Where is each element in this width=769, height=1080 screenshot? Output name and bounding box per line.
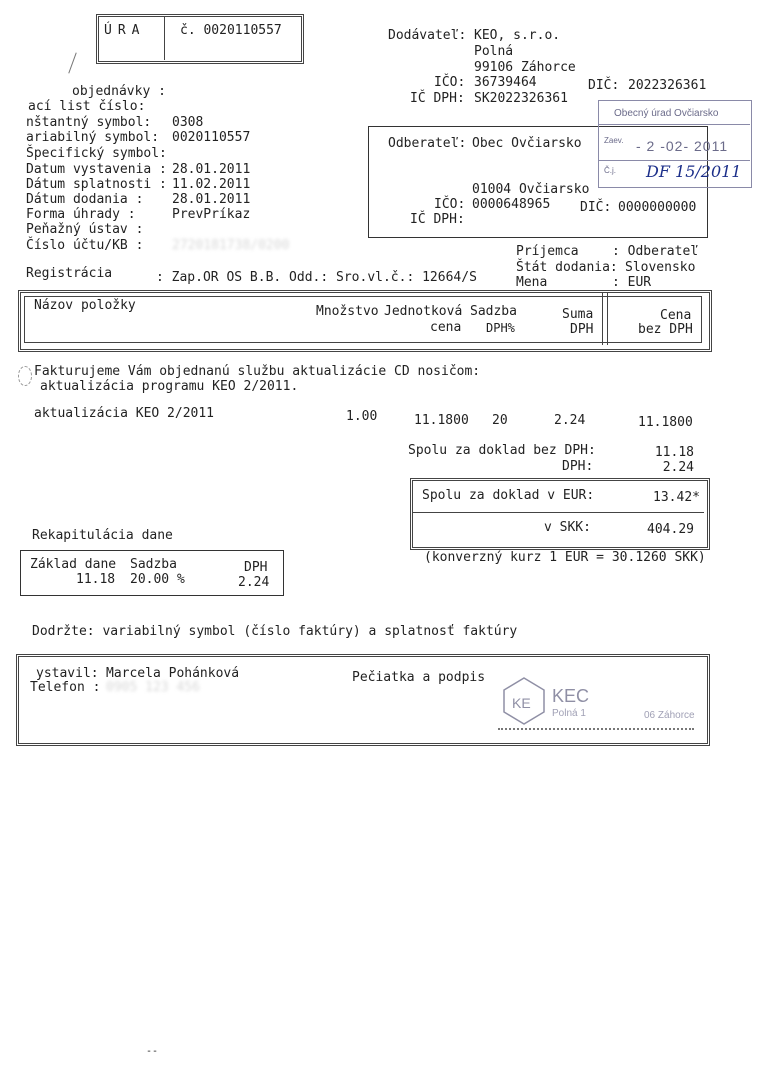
recap-h-dph: DPH xyxy=(244,560,268,575)
label-datum-splatnosti: Dátum splatnosti : xyxy=(26,177,167,192)
footer-issuer-label: ystavil: xyxy=(36,666,99,681)
th-bez-dph: bez DPH xyxy=(638,322,693,337)
supplier-name: KEO, s.r.o. xyxy=(474,28,561,43)
label-specificky: Špecifický symbol: xyxy=(26,146,167,161)
total-skk: 404.29 xyxy=(647,522,694,537)
value-konstantny: 0308 xyxy=(172,115,204,130)
th-nazov: Názov položky xyxy=(34,298,136,313)
pen-mark xyxy=(68,52,76,73)
customer-ico-label: IČO: xyxy=(434,197,466,212)
supplier-label: Dodávateľ: xyxy=(388,28,467,43)
th-cena-bez: Cena xyxy=(660,308,692,323)
label-variabilny: ariabilný symbol: xyxy=(26,130,160,145)
footer-phone: 0905 123 456 xyxy=(106,680,200,695)
company-stamp xyxy=(494,676,704,742)
customer-dic-label: DIČ: xyxy=(580,200,612,215)
total-eur-label: Spolu za doklad v EUR: xyxy=(422,488,595,503)
value-variabilny: 0020110557 xyxy=(172,130,251,145)
payment-notice: Dodržte: variabilný symbol (číslo faktúry) a splatnosť faktúry xyxy=(32,624,518,639)
recipient-label: Príjemca xyxy=(516,244,579,259)
total-dph: 2.24 xyxy=(662,460,694,475)
customer-label: Odberateľ: xyxy=(388,136,467,151)
supplier-street: Polná xyxy=(474,44,514,59)
label-objednavky: objednávky : xyxy=(72,84,166,99)
value-cislo-uctu: 2720181738/0200 xyxy=(172,238,290,253)
supplier-dic: 2022326361 xyxy=(628,78,707,93)
footer-stamp-label: Pečiatka a podpis xyxy=(352,670,486,685)
invoice-number: č. 0020110557 xyxy=(180,23,282,38)
supplier-ico-label: IČO: xyxy=(434,75,466,90)
item-name: aktualizácia KEO 2/2011 xyxy=(34,406,215,421)
stamp-company: KEC xyxy=(552,686,590,706)
total-bez-dph-label: Spolu za doklad bez DPH: xyxy=(408,443,596,458)
stamp-divider-2 xyxy=(598,160,750,161)
th-dph-pct: DPH% xyxy=(486,321,515,335)
value-vystavenia: 28.01.2011 xyxy=(172,162,251,177)
total-eur: 13.42* xyxy=(653,490,700,505)
delivery-country: Slovensko xyxy=(625,260,696,275)
currency-label: Mena xyxy=(516,275,548,290)
customer-icdph-label: IČ DPH: xyxy=(410,212,465,227)
label-forma-uhrady: Forma úhrady : xyxy=(26,207,136,222)
recap-dph: 2.24 xyxy=(238,575,270,590)
item-rate: 20 xyxy=(492,413,508,428)
th-sadzba: Sadzba xyxy=(470,304,517,319)
supplier-dic-label: DIČ: xyxy=(588,78,620,93)
supplier-ico: 36739464 xyxy=(474,75,537,90)
currency-value: : EUR xyxy=(612,275,652,290)
stamp-number: DF 15/2011 xyxy=(646,162,742,181)
item-total: 11.1800 xyxy=(638,415,693,430)
stamp-divider-1 xyxy=(598,124,750,125)
item-vat: 2.24 xyxy=(554,413,586,428)
stamp-office: Obecný úrad Ovčiarsko xyxy=(614,108,719,119)
recap-zaklad: 11.18 xyxy=(76,572,116,587)
registration-label: Registrácia xyxy=(26,266,113,281)
label-konstantny: nštantný symbol: xyxy=(26,115,152,130)
value-uhrada: PrevPríkaz xyxy=(172,207,251,222)
recap-h-sadzba: Sadzba xyxy=(130,557,177,572)
customer-ico: 0000648965 xyxy=(472,197,551,212)
invoice-title: ÚRA xyxy=(104,23,146,38)
stamp-street: Polná 1 xyxy=(552,708,586,719)
th-cena: cena xyxy=(430,320,462,335)
value-splatnosti: 11.02.2011 xyxy=(172,177,251,192)
recap-h-zaklad: Základ dane xyxy=(30,557,117,572)
item-qty: 1.00 xyxy=(346,409,378,424)
th-suma: Suma xyxy=(562,307,594,322)
recap-title: Rekapitulácia dane xyxy=(32,528,173,543)
supplier-city: 99106 Záhorce xyxy=(474,60,576,75)
label-cislo-uctu: Číslo účtu/KB : xyxy=(26,238,144,253)
footer-issuer: Marcela Pohánková xyxy=(106,666,240,681)
label-dodaci-list: ací list číslo: xyxy=(28,99,146,114)
page-mark: -- xyxy=(146,1046,159,1057)
customer-city: 01004 Ovčiarsko xyxy=(472,182,590,197)
supplier-icdph: SK2022326361 xyxy=(474,91,568,106)
value-dodania: 28.01.2011 xyxy=(172,192,251,207)
invoice-title-box xyxy=(96,14,304,64)
label-penazny-ustav: Peňažný ústav : xyxy=(26,222,144,237)
total-skk-label: v SKK: xyxy=(544,520,591,535)
company-logo-icon xyxy=(502,676,546,726)
description-line-1: Fakturujeme Vám objednanú službu aktualizácie CD nosičom: xyxy=(34,364,481,379)
recipient-value: : Odberateľ xyxy=(612,244,699,259)
item-unit-price: 11.1800 xyxy=(414,413,469,428)
customer-dic: 0000000000 xyxy=(618,200,697,215)
totals-box-divider xyxy=(413,512,704,513)
customer-name: Obec Ovčiarsko xyxy=(472,136,582,151)
th-dph: DPH xyxy=(570,322,594,337)
stamp-city: 06 Záhorce xyxy=(644,710,695,721)
stamp-cj-label: Č.j. xyxy=(604,166,616,175)
footer-phone-label: Telefon : xyxy=(30,680,101,695)
th-jednotkova: Jednotková xyxy=(384,304,463,319)
recap-sadzba: 20.00 % xyxy=(130,572,185,587)
label-datum-vystavenia: Datum vystavenia : xyxy=(26,162,167,177)
svg-text:KE: KE xyxy=(512,695,531,711)
th-mnozstvo: Množstvo xyxy=(316,304,379,319)
stamp-dotted-line xyxy=(498,728,694,730)
total-dph-label: DPH: xyxy=(562,459,594,474)
registration-value: : Zap.OR OS B.B. Odd.: Sro.vl.č.: 12664/S xyxy=(156,270,477,285)
scan-mark xyxy=(18,366,32,386)
stamp-reg-label: Zaev. xyxy=(604,136,624,145)
conversion-rate-note: (konverzný kurz 1 EUR = 30.1260 SKK) xyxy=(424,550,706,565)
description-line-2: aktualizácia programu KEO 2/2011. xyxy=(40,379,299,394)
supplier-icdph-label: IČ DPH: xyxy=(410,91,465,106)
total-bez-dph: 11.18 xyxy=(654,445,694,460)
label-datum-dodania: Dátum dodania : xyxy=(26,192,144,207)
stamp-date: - 2 -02- 2011 xyxy=(636,138,729,154)
delivery-country-label: Štát dodania: xyxy=(516,260,618,275)
invoice-title-divider xyxy=(164,16,165,60)
